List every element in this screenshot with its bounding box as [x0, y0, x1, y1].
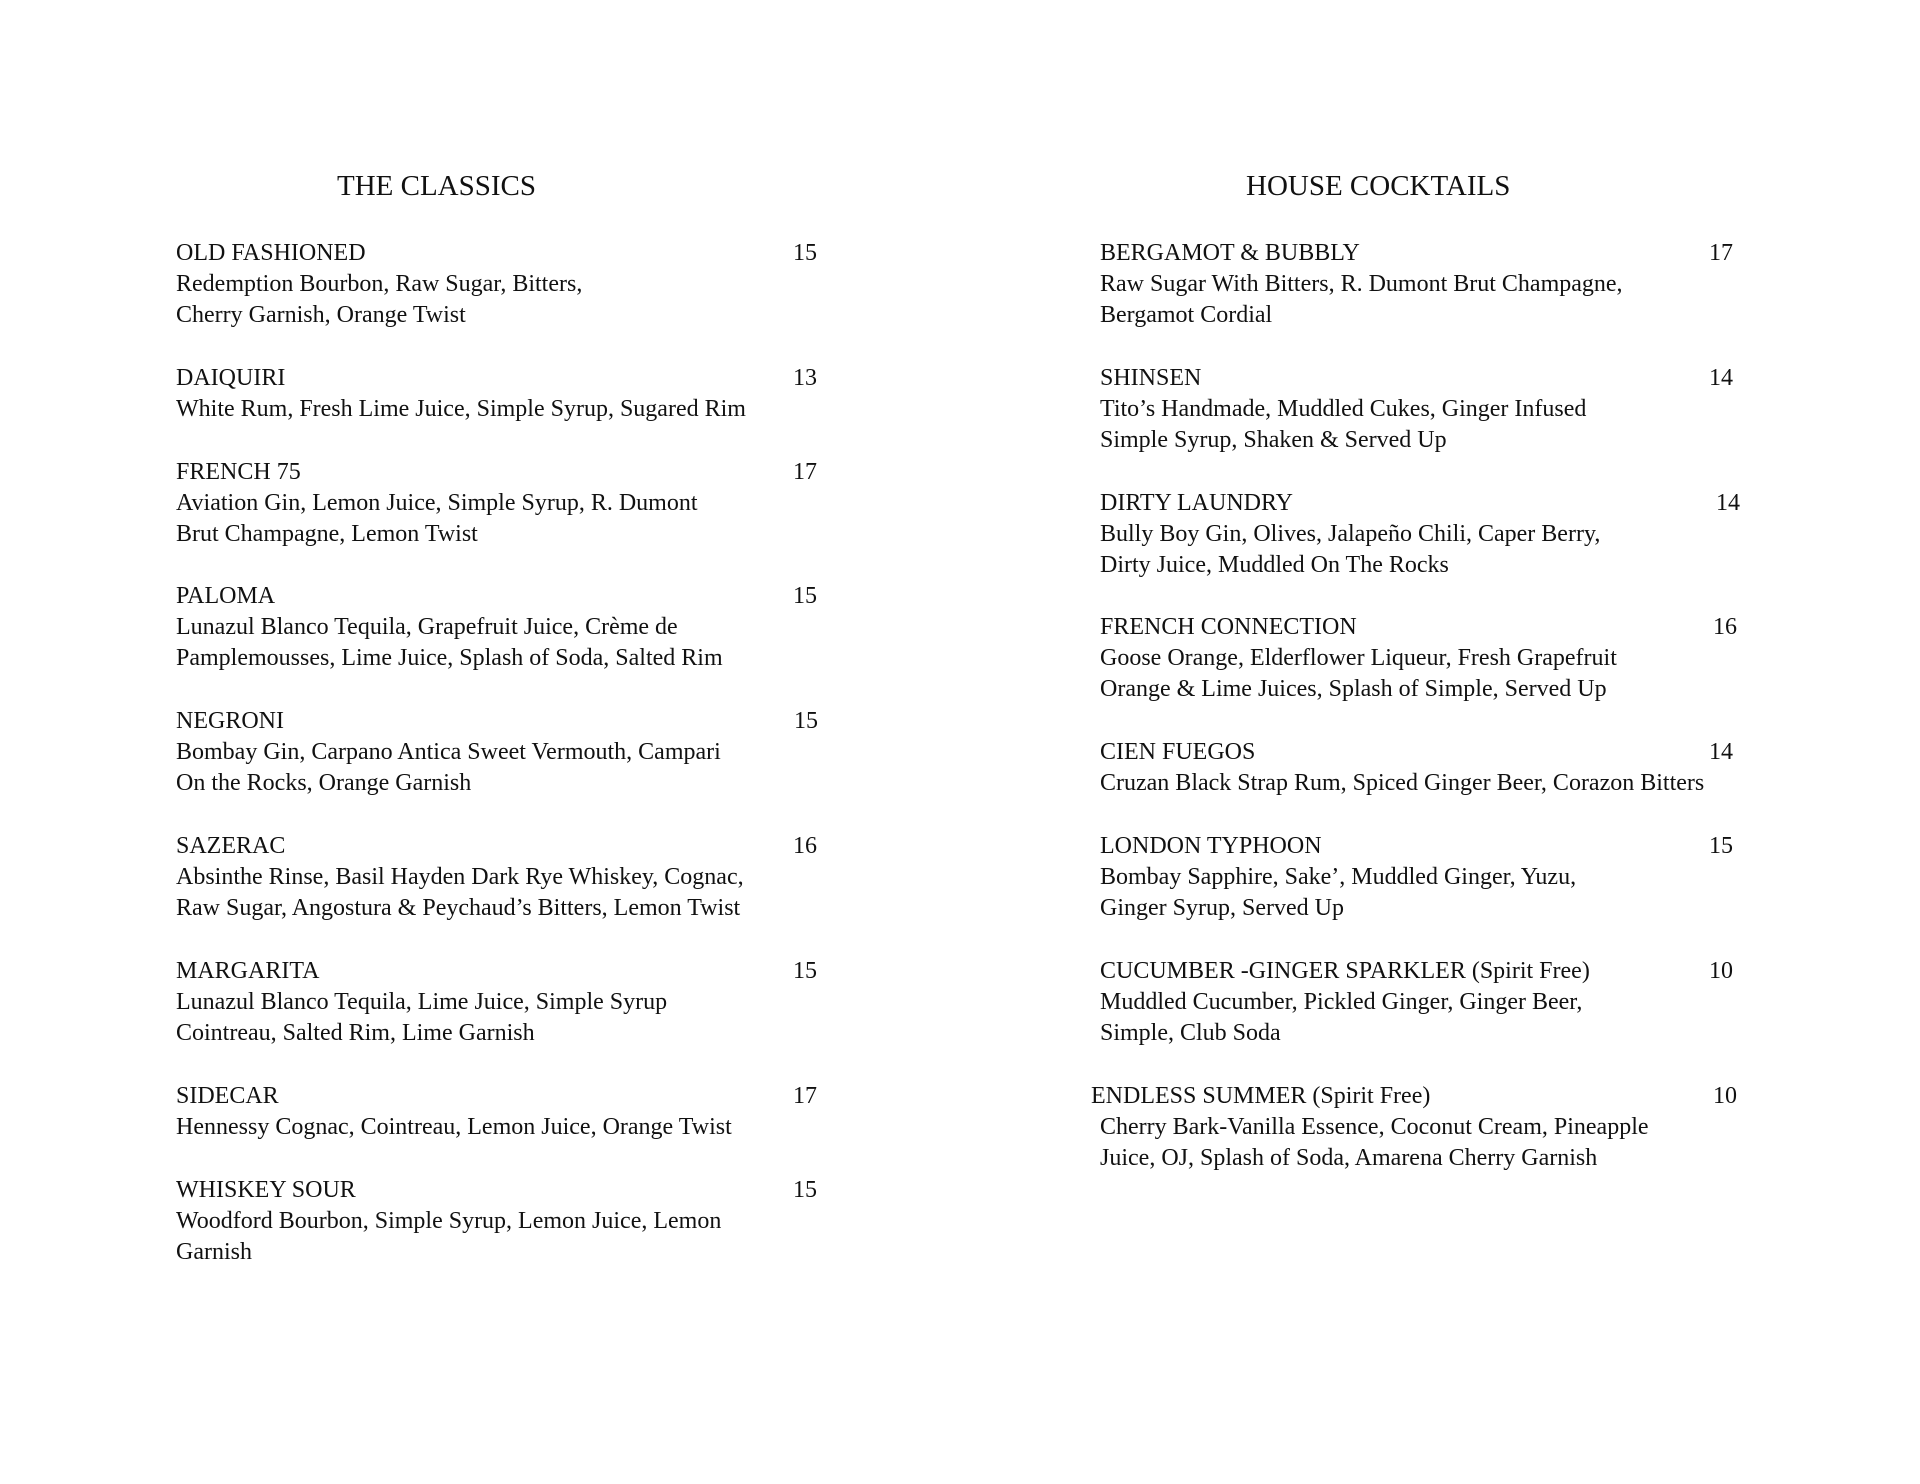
item-description: Orange & Lime Juices, Splash of Simple, Served Up: [1100, 676, 1607, 702]
item-description: Bombay Gin, Carpano Antica Sweet Vermouth, Campari: [176, 739, 721, 765]
menu-item-french-connection: [1100, 612, 1737, 705]
item-description: Raw Sugar With Bitters, R. Dumont Brut Champagne,: [1100, 271, 1623, 297]
menu-item-french-75: [176, 457, 817, 550]
item-description: Pamplemousses, Lime Juice, Splash of Soda, Salted Rim: [176, 645, 723, 671]
item-description: Muddled Cucumber, Pickled Ginger, Ginger Beer,: [1100, 989, 1583, 1015]
menu-item-whiskey-sour: [176, 1175, 817, 1268]
item-description: On the Rocks, Orange Garnish: [176, 770, 472, 796]
item-description: Goose Orange, Elderflower Liqueur, Fresh Grapefruit: [1100, 645, 1617, 671]
item-name: CIEN FUEGOS: [1100, 739, 1256, 765]
menu-item-london-typhoon: [1100, 831, 1733, 924]
item-price: 15: [793, 1177, 817, 1203]
item-description: Dirty Juice, Muddled On The Rocks: [1100, 552, 1449, 578]
item-description: Cherry Garnish, Orange Twist: [176, 302, 466, 328]
item-description: Absinthe Rinse, Basil Hayden Dark Rye Whiskey, Cognac,: [176, 864, 744, 890]
item-price: 15: [794, 708, 818, 734]
item-description: Tito’s Handmade, Muddled Cukes, Ginger Infused: [1100, 396, 1587, 422]
item-price: 16: [793, 833, 817, 859]
item-description: Bully Boy Gin, Olives, Jalapeño Chili, Caper Berry,: [1100, 521, 1601, 547]
item-description: Hennessy Cognac, Cointreau, Lemon Juice, Orange Twist: [176, 1114, 732, 1140]
item-description: Lunazul Blanco Tequila, Lime Juice, Simple Syrup: [176, 989, 668, 1015]
item-name: FRENCH 75: [176, 459, 301, 485]
item-description: Simple Syrup, Shaken & Served Up: [1100, 427, 1447, 453]
item-name: DAIQUIRI: [176, 365, 286, 391]
menu-item-negroni: [176, 706, 818, 799]
item-name: SAZERAC: [176, 833, 286, 859]
item-name: BERGAMOT & BUBBLY: [1100, 240, 1360, 266]
item-description: White Rum, Fresh Lime Juice, Simple Syrup, Sugared Rim: [176, 396, 746, 422]
menu-item-cucumber-ginger-sparkler: [1100, 956, 1733, 1049]
item-description: Garnish: [176, 1239, 252, 1265]
item-description: Brut Champagne, Lemon Twist: [176, 521, 478, 547]
classics-title: THE CLASSICS: [337, 170, 537, 202]
item-name: OLD FASHIONED: [176, 240, 366, 266]
item-price: 10: [1713, 1083, 1737, 1109]
menu-item-old-fashioned: [176, 238, 817, 331]
menu-item-shinsen: [1100, 363, 1733, 456]
menu-item-dirty-laundry: [1100, 488, 1740, 581]
item-description: Cointreau, Salted Rim, Lime Garnish: [176, 1020, 535, 1046]
item-description: Juice, OJ, Splash of Soda, Amarena Cherry Garnish: [1100, 1145, 1598, 1171]
menu-item-cien-fuegos: [1100, 737, 1733, 799]
item-description: Redemption Bourbon, Raw Sugar, Bitters,: [176, 271, 583, 297]
menu-item-daiquiri: [176, 363, 817, 425]
item-price: 15: [1709, 833, 1733, 859]
item-price: 10: [1709, 958, 1733, 984]
item-price: 17: [793, 459, 817, 485]
item-name: CUCUMBER -GINGER SPARKLER (Spirit Free): [1100, 958, 1590, 984]
item-description: Woodford Bourbon, Simple Syrup, Lemon Juice, Lemon: [176, 1208, 722, 1234]
item-name: LONDON TYPHOON: [1100, 833, 1322, 859]
menu-item-paloma: [176, 581, 817, 674]
item-name: PALOMA: [176, 583, 276, 609]
item-price: 15: [793, 583, 817, 609]
item-price: 17: [1709, 240, 1733, 266]
item-description: Bombay Sapphire, Sake’, Muddled Ginger, Yuzu,: [1100, 864, 1577, 890]
menu-item-margarita: [176, 956, 817, 1049]
item-name: WHISKEY SOUR: [176, 1177, 356, 1203]
menu-item-bergamot-bubbly: [1100, 238, 1733, 331]
item-price: 13: [793, 365, 817, 391]
item-description: Cruzan Black Strap Rum, Spiced Ginger Beer, Corazon Bitters: [1100, 770, 1705, 796]
item-description: Ginger Syrup, Served Up: [1100, 895, 1344, 921]
menu-item-sidecar: [176, 1081, 817, 1143]
item-name: SIDECAR: [176, 1083, 279, 1109]
item-price: 15: [793, 240, 817, 266]
item-name: SHINSEN: [1100, 365, 1202, 391]
item-description: Aviation Gin, Lemon Juice, Simple Syrup, R. Dumont: [176, 490, 698, 516]
item-description: Simple, Club Soda: [1100, 1020, 1281, 1046]
item-description: Lunazul Blanco Tequila, Grapefruit Juice, Crème de: [176, 614, 678, 640]
item-name: DIRTY LAUNDRY: [1100, 490, 1293, 516]
item-price: 16: [1713, 614, 1737, 640]
item-description: Bergamot Cordial: [1100, 302, 1273, 328]
item-name: ENDLESS SUMMER (Spirit Free): [1091, 1083, 1431, 1109]
item-price: 14: [1709, 739, 1733, 765]
item-name: NEGRONI: [176, 708, 284, 734]
house-cocktails-title: HOUSE COCKTAILS: [1246, 170, 1511, 202]
item-price: 14: [1716, 490, 1740, 516]
item-name: MARGARITA: [176, 958, 320, 984]
item-price: 14: [1709, 365, 1733, 391]
item-price: 15: [793, 958, 817, 984]
item-name: FRENCH CONNECTION: [1100, 614, 1357, 640]
menu-item-sazerac: [176, 831, 817, 924]
item-price: 17: [793, 1083, 817, 1109]
item-description: Raw Sugar, Angostura & Peychaud’s Bitters, Lemon Twist: [176, 895, 741, 921]
menu-item-endless-summer: [1091, 1081, 1737, 1174]
item-description: Cherry Bark-Vanilla Essence, Coconut Cream, Pineapple: [1100, 1114, 1649, 1140]
